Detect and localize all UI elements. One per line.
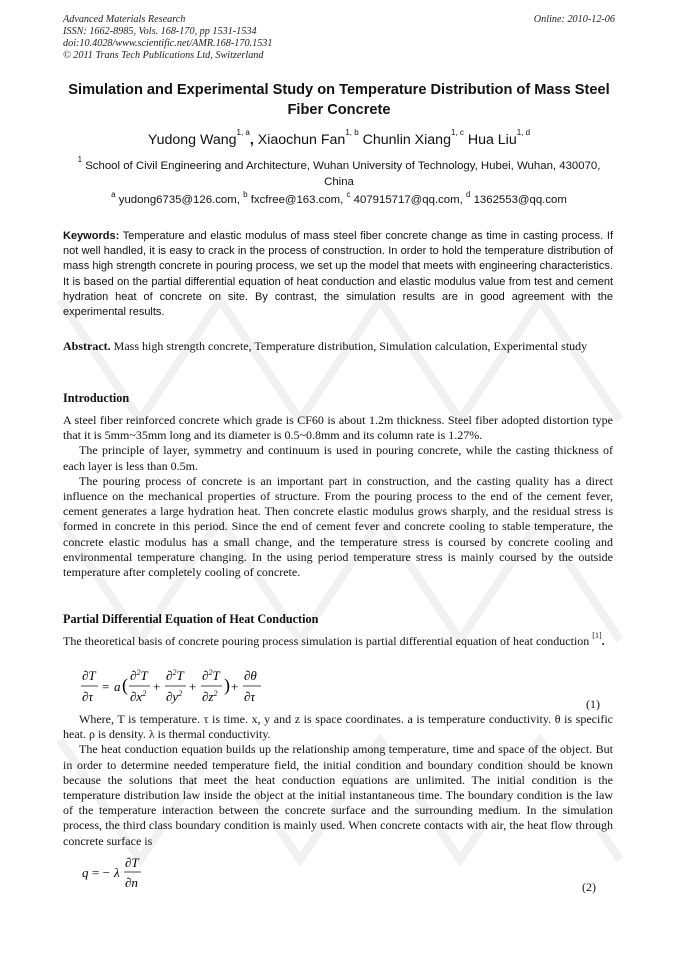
paper-title: Simulation and Experimental Study on Temperature Distribution of Mass Steel Fiber Concrete [68,82,610,118]
svg-text:∂2T: ∂$^2$T [202,668,220,683]
author-sup: 1, d [516,128,531,137]
author-sup: 1, b [345,128,359,137]
equation-1 [78,667,278,711]
affiliation-text: School of Civil Engineering and Architecture, Wuhan University of Technology, Hubei, Wuhan, 430070, China [85,160,601,188]
email-sup: d [465,190,471,199]
citation[interactable]: [1] [592,631,602,640]
paragraph: The pouring process of concrete is an important part in construction, and the casting quality has a direct influence on the mechanical properties of structure. From the pouring process to the end of the cement fever, cement generates a large hydration heat. Then concrete elastic modulus grows sharply, and the residual stress is formed in concrete in this period. Since the end of cement fever and concrete cooling to stable temperature, the concrete elastic modulus has a small change, and the temperature stress is coursed by concrete cooling and environmental temperature changing. In the using period temperature stress is mainly coursed by the outside temperature after completely cooling of concrete. [63,473,613,580]
svg-text:∂T: ∂T [125,855,139,870]
abstract-text: Mass high strength concrete, Temperature distribution, Simulation calculation, Experimental study [113,339,588,353]
abstract-label: Abstract. [63,339,111,353]
abstract-block [63,339,613,354]
svg-text:a: a [114,679,121,694]
svg-text:∂2T: ∂$^2$T [130,668,148,683]
svg-text:∂T: ∂T [82,668,96,683]
author-list: Yudong Wang$^{1, a}$, Xiaochun Fan$^{1, b}$ Chunlin Xiang$^{1, c}$ Hua Liu$^{1, d}$ [147,128,531,148]
journal-name: Advanced Materials Research [63,14,186,25]
svg-text:=: = [102,679,110,694]
author-name: Xiaochun Fan [257,132,346,148]
keywords-text: Temperature and elastic modulus of mass steel fiber concrete change as time in casting process. If not well handled, it is easy to crack in the process of construction. In order to hold the temperature distribution of mass high strength concrete in pouring process, we set up the model that meets with engineering characteristics. It is based on the partial differential equation of heat conduction and elastic modulus value from test and cement hydration heat of concrete on site. By contrast, the simulation results are in good agreement with the experimental results. [63,230,614,319]
email-link[interactable]: fxcfree@163.com, [250,194,344,206]
paragraph: The principle of layer, symmetry and continuum is used in pouring concrete, while the casting thickness of each layer is less than 0.5m. [63,443,613,473]
keywords-label: Keywords: [63,230,120,242]
issn-line: ISSN: 1662-8985, Vols. 168-170, pp 1531-1534 [63,26,257,37]
email-link[interactable]: 1362553@qq.com [473,194,567,206]
doi-line[interactable]: doi:10.4028/www.scientific.net/AMR.168-170.1531 [63,38,273,49]
pde-intro [63,631,613,649]
keywords-block [63,229,613,320]
affiliation [70,155,608,190]
svg-text:+: + [231,679,239,694]
paragraph: A steel fiber reinforced concrete which grade is CF60 is about 1.2m thickness. Steel fiber adopted distortion type that it is 5mm~35mm long and its diameter is 0.5~0.8mm and its column rate is 1.27%. [63,413,613,443]
svg-text:q: q [82,865,89,880]
equation-2-number: (2) [582,880,596,894]
email-sup: c [346,190,351,199]
equation-2 [78,855,178,895]
svg-text:∂y2: $\partial y^2$ [166,689,183,704]
svg-text:= −: = − [92,865,110,880]
svg-text:∂θ: ∂θ [244,668,257,683]
section-heading-introduction: Introduction [63,391,130,405]
journal-header [63,14,272,62]
paragraph: The heat conduction equation builds up the relationship among temperature, time and space of the object. But in order to determine needed temperature field, the initial condition and boundary condition should be known because the solutions that meet the heat conduction equations are unlimited. The initial condition is the temperature distribution law inside the object at the initial instantaneous time. The boundary condition is the law of the temperature interaction between the concrete surface and the surrounding medium. In the simulation process, the third class boundary condition is mainly used. When concrete contacts with air, the heat flow through concrete surface is [63,742,613,848]
svg-text:∂n: ∂n [125,875,138,890]
svg-text:∂2T: ∂$^2$T [166,668,184,683]
pde-body [63,712,613,849]
svg-text:∂z2: $\partial z^2$ [202,689,218,704]
svg-text:λ: λ [114,865,120,880]
svg-text:+: + [189,679,197,694]
svg-text:): ) [224,675,230,695]
svg-text:∂x2: $\partial x^2$ [130,689,147,704]
affiliation-sup: 1 [77,155,83,164]
introduction-body [63,413,613,580]
paragraph: The theoretical basis of concrete pouring process simulation is partial differential equation of heat conduction [1]. [63,631,605,648]
author-name: Hua Liu [467,132,517,148]
email-link[interactable]: yudong6735@126.com, [118,194,240,206]
equation-1-number: (1) [586,697,600,711]
author-name: Yudong Wang [147,132,237,148]
svg-text:+: + [153,679,161,694]
svg-text:∂τ: ∂τ [82,689,94,704]
author-sup: 1, a [236,128,250,137]
svg-text:(: ( [122,675,128,695]
email-link[interactable]: 407915717@qq.com, [353,194,463,206]
copyright-line: © 2011 Trans Tech Publications Ltd, Switzerland [63,50,264,61]
author-sup: 1, c [450,128,464,137]
email-list [40,190,638,208]
author-name: Chunlin Xiang [362,132,451,148]
where-paragraph: Where, T is temperature. τ is time. x, y and z is space coordinates. a is temperature conductivity. θ is specific heat. ρ is density. λ is thermal conductivity. [63,712,613,742]
svg-text:∂τ: ∂τ [244,689,256,704]
email-sup: b [243,190,248,199]
email-sup: a [111,190,116,199]
online-date: Online: 2010-12-06 [533,14,615,25]
section-heading-pde: Partial Differential Equation of Heat Conduction [63,612,319,626]
